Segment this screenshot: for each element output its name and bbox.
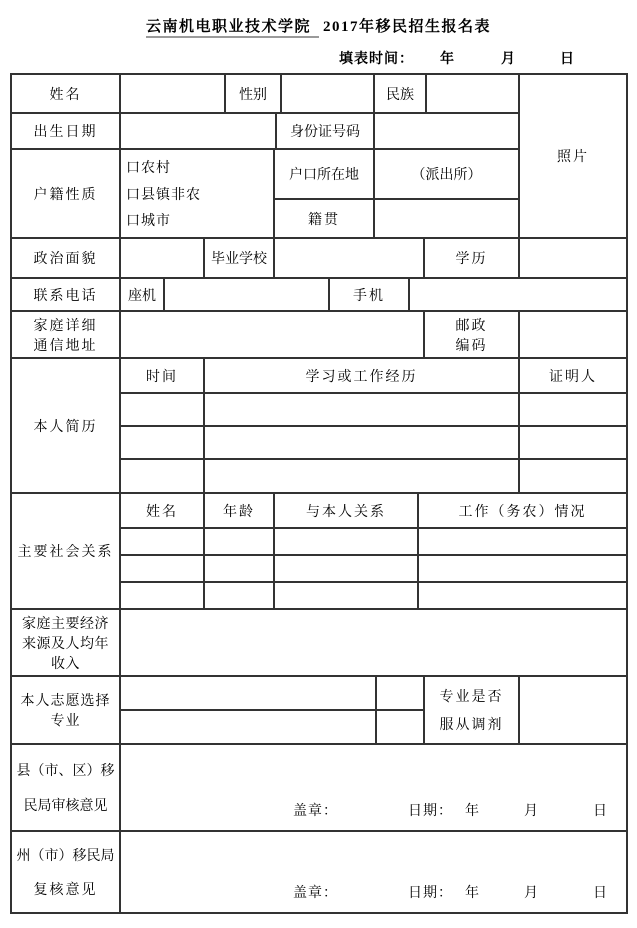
id-number-value-cell[interactable]	[375, 114, 520, 150]
date-day: 日	[593, 886, 608, 901]
major-label-line2: 专业	[50, 714, 81, 729]
major-choice-row	[121, 711, 425, 745]
row-name	[12, 75, 520, 114]
postal-code-value-cell[interactable]	[520, 312, 628, 359]
county-review-label-line1: 县（市、区）移	[16, 764, 115, 779]
fill-time-year: 年	[440, 52, 455, 67]
date-label: 日期：	[408, 886, 453, 901]
home-address-value-cell[interactable]	[121, 312, 425, 359]
row-native-place	[275, 200, 520, 239]
social-header-row	[121, 494, 628, 529]
contact-phone-label: 联系电话	[12, 279, 121, 312]
social-age-cell[interactable]	[205, 556, 275, 583]
social-label: 主要社会关系	[12, 494, 121, 610]
social-name-cell[interactable]	[121, 529, 205, 556]
economy-label-line3: 收入	[51, 656, 80, 672]
date-month: 月	[524, 804, 539, 819]
household-location-label: 户口所在地	[275, 150, 375, 200]
resume-experience-cell[interactable]	[205, 460, 520, 494]
social-col-name: 姓名	[121, 494, 205, 529]
social-col-relation: 与本人关系	[275, 494, 419, 529]
fill-time-line	[0, 48, 637, 68]
native-place-value-cell[interactable]	[375, 200, 520, 239]
home-address-label-line2: 通信地址	[33, 338, 98, 354]
social-col-age: 年龄	[205, 494, 275, 529]
row-phone	[12, 279, 628, 312]
social-section	[12, 494, 628, 610]
home-address-label	[12, 312, 121, 359]
landline-label: 座机	[121, 279, 165, 312]
school-name: 云南机电职业技术学院	[146, 19, 319, 38]
birth-date-label: 出生日期	[12, 114, 121, 150]
mobile-label: 手机	[330, 279, 410, 312]
political-status-value-cell[interactable]	[121, 239, 205, 279]
social-work-cell[interactable]	[419, 556, 628, 583]
social-relation-cell[interactable]	[275, 529, 419, 556]
resume-witness-cell[interactable]	[520, 427, 628, 460]
social-row	[121, 529, 628, 556]
date-label: 日期：	[408, 804, 453, 819]
city-review-label-line2: 复核意见	[33, 882, 98, 898]
social-relation-cell[interactable]	[275, 556, 419, 583]
resume-col-experience: 学习或工作经历	[205, 359, 520, 394]
major-adjust-line2: 服从调剂	[439, 718, 504, 734]
household-option-rural[interactable]: 口农村	[126, 160, 171, 176]
social-row	[121, 556, 628, 583]
county-review-content-cell[interactable]	[121, 745, 628, 832]
date-month: 月	[524, 886, 539, 901]
social-relation-cell[interactable]	[275, 583, 419, 610]
household-option-city[interactable]: 口城市	[126, 214, 171, 230]
ethnicity-label: 民族	[375, 75, 427, 114]
seal-label: 盖章：	[293, 804, 338, 819]
resume-time-cell[interactable]	[121, 427, 205, 460]
name-value-cell[interactable]	[121, 75, 226, 114]
major-label	[12, 677, 121, 745]
household-type-label: 户籍性质	[12, 150, 121, 239]
social-row	[121, 583, 628, 610]
county-review-section	[12, 745, 628, 832]
resume-label: 本人简历	[12, 359, 121, 494]
fill-time-month: 月	[501, 52, 516, 67]
row-political	[12, 239, 628, 279]
home-address-label-line1: 家庭详细	[33, 318, 98, 334]
resume-experience-cell[interactable]	[205, 427, 520, 460]
resume-header-row	[121, 359, 628, 394]
postal-code-label-line1: 邮政	[455, 318, 488, 334]
birth-date-value-cell[interactable]	[121, 114, 277, 150]
social-age-cell[interactable]	[205, 529, 275, 556]
top-block	[12, 75, 628, 239]
native-place-label: 籍贯	[275, 200, 375, 239]
resume-section	[12, 359, 628, 494]
date-day: 日	[593, 804, 608, 819]
city-review-label	[12, 832, 121, 914]
name-label: 姓名	[12, 75, 121, 114]
city-review-section	[12, 832, 628, 914]
police-station-cell[interactable]: （派出所）	[375, 150, 520, 200]
major-label-line1: 本人志愿选择	[20, 694, 111, 709]
city-review-content-cell[interactable]	[121, 832, 628, 914]
household-options-cell	[121, 150, 275, 239]
photo-cell: 照片	[520, 75, 628, 239]
economy-label-line2: 来源及人均年	[22, 636, 109, 652]
resume-col-witness: 证明人	[520, 359, 628, 394]
resume-time-cell[interactable]	[121, 460, 205, 494]
major-adjust-line1: 专业是否	[439, 689, 504, 705]
resume-row	[121, 460, 628, 494]
education-label: 学历	[425, 239, 520, 279]
social-work-cell[interactable]	[419, 583, 628, 610]
political-status-label: 政治面貌	[12, 239, 121, 279]
social-name-cell[interactable]	[121, 583, 205, 610]
resume-col-time: 时间	[121, 359, 205, 394]
postal-code-label	[425, 312, 520, 359]
resume-row	[121, 427, 628, 460]
form-title	[0, 15, 637, 36]
major-code-cell[interactable]	[377, 677, 425, 711]
education-value-cell[interactable]	[520, 239, 628, 279]
row-economy	[12, 610, 628, 677]
row-birth	[12, 114, 520, 150]
major-choice-cell[interactable]	[121, 677, 377, 711]
major-code-cell[interactable]	[377, 711, 425, 745]
city-review-label-line1: 州（市）移民局	[16, 849, 115, 865]
major-adjust-value-cell[interactable]	[520, 677, 628, 745]
major-section	[12, 677, 628, 745]
row-household-location	[275, 150, 520, 200]
date-year: 年	[465, 804, 480, 819]
resume-row	[121, 394, 628, 427]
gender-value-cell[interactable]	[282, 75, 375, 114]
economy-label-line1: 家庭主要经济	[22, 616, 109, 632]
social-name-cell[interactable]	[121, 556, 205, 583]
economy-value-cell[interactable]	[121, 610, 628, 677]
graduation-school-value-cell[interactable]	[275, 239, 425, 279]
resume-witness-cell[interactable]	[520, 394, 628, 427]
mobile-value-cell[interactable]	[410, 279, 628, 312]
row-address	[12, 312, 628, 359]
social-work-cell[interactable]	[419, 529, 628, 556]
resume-time-cell[interactable]	[121, 394, 205, 427]
fill-time-day: 日	[560, 52, 575, 67]
major-choice-row	[121, 677, 425, 711]
resume-experience-cell[interactable]	[205, 394, 520, 427]
seal-label: 盖章：	[293, 886, 338, 901]
county-review-label	[12, 745, 121, 832]
gender-label: 性别	[226, 75, 282, 114]
form-name: 2017年移民招生报名表	[323, 19, 492, 35]
graduation-school-label: 毕业学校	[205, 239, 275, 279]
social-col-work: 工作（务农）情况	[419, 494, 628, 529]
row-household	[12, 150, 520, 239]
social-age-cell[interactable]	[205, 583, 275, 610]
county-review-label-line2: 民局审核意见	[23, 799, 108, 814]
application-form-table	[10, 73, 628, 914]
economy-label	[12, 610, 121, 677]
date-year: 年	[465, 886, 480, 901]
id-number-label: 身份证号码	[277, 114, 375, 150]
major-choice-cell[interactable]	[121, 711, 377, 745]
resume-witness-cell[interactable]	[520, 460, 628, 494]
major-adjust-label	[425, 677, 520, 745]
ethnicity-value-cell[interactable]	[427, 75, 520, 114]
landline-value-cell[interactable]	[165, 279, 330, 312]
household-option-town[interactable]: 口县镇非农	[126, 187, 201, 203]
postal-code-label-line2: 编码	[455, 338, 488, 354]
fill-time-label: 填表时间：	[339, 52, 414, 67]
